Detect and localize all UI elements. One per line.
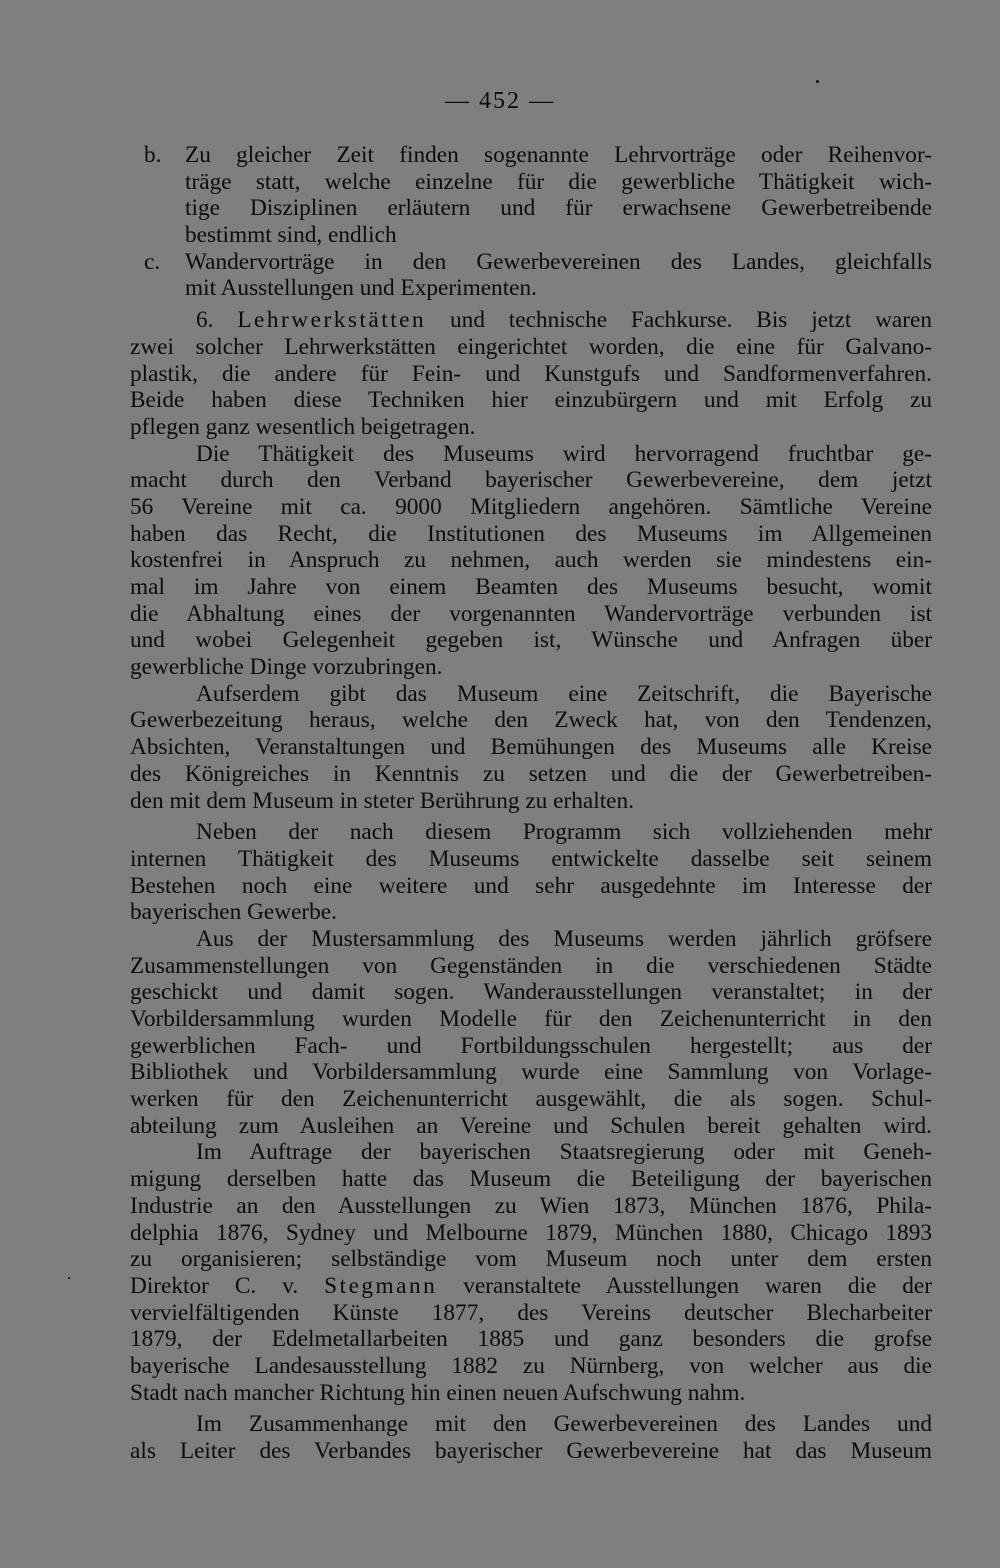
paragraph-neben xyxy=(130,819,932,926)
text-line: bestimmt sind, endlich xyxy=(185,222,397,249)
text-line: Zu gleicher Zeit finden sogenannte Lehrvorträge oder Reihenvor- xyxy=(185,142,932,168)
text-line: Beide haben diese Techniken hier einzubürgern und mit Erfolg zu xyxy=(130,387,932,414)
section-6-paragraph xyxy=(130,307,932,440)
paragraph-verband xyxy=(130,441,932,681)
text-fragment: Direktor C. v. xyxy=(130,1272,299,1299)
page-number: — 452 — xyxy=(445,88,555,114)
text-line: Bibliothek und Vorbildersammlung wurde eine Sammlung von Vorlage- xyxy=(130,1059,932,1086)
text-line: Wandervorträge in den Gewerbevereinen des Landes, gleichfalls xyxy=(185,248,932,275)
text-line: und wobei Gelegenheit gegeben ist, Wünsche und Anfragen über xyxy=(130,627,932,654)
text-line: Vorbildersammlung wurden Modelle für den Zeichenunterricht in den xyxy=(130,1006,932,1032)
text-line: den mit dem Museum in steter Berührung zu erhalten. xyxy=(130,787,634,814)
text-line: pflegen ganz wesentlich beigetragen. xyxy=(130,413,476,440)
text-line: Zusammenstellungen von Gegenständen in die verschiedenen Städte xyxy=(130,952,932,979)
text-line: die Abhaltung eines der vorgenannten Wandervorträge verbunden ist xyxy=(130,600,932,627)
text-line: träge statt, welche einzelne für die gewerbliche Thätigkeit wich- xyxy=(185,168,932,195)
text-line: Stadt nach mancher Richtung hin einen neuen Aufschwung nahm. xyxy=(130,1379,746,1406)
text-line: des Königreiches in Kenntnis zu setzen und die der Gewerbetreiben- xyxy=(130,760,932,787)
text-line: Neben der nach diesem Programm sich vollziehenden mehr xyxy=(196,819,932,846)
text-line: internen Thätigkeit des Museums entwickelte dasselbe seit seinem xyxy=(130,845,932,872)
text-line: bayerischen Gewerbe. xyxy=(130,899,337,926)
text-line: abteilung zum Ausleihen an Vereine und Schulen bereit gehalten wird. xyxy=(130,1112,932,1139)
text-line: mit Ausstellungen und Experimenten. xyxy=(185,275,537,302)
scan-speck xyxy=(68,1277,70,1279)
text-line: Gewerbezeitung heraus, welche den Zweck hat, von den Tendenzen, xyxy=(130,707,932,734)
text-line: 56 Vereine mit ca. 9000 Mitgliedern angehören. Sämtliche Vereine xyxy=(130,493,932,520)
list-item-c xyxy=(130,249,932,302)
text-line: mal im Jahre von einem Beamten des Museums besucht, womit xyxy=(130,574,932,600)
section-heading-line xyxy=(130,307,932,334)
text-line: tige Disziplinen erläutern und für erwachsene Gewerbetreibende xyxy=(185,195,932,222)
text-line: geschickt und damit sogen. Wanderausstellungen veranstaltet; in der xyxy=(130,979,932,1006)
director-line xyxy=(130,1273,932,1300)
text-line: zwei solcher Lehrwerkstätten eingerichtet worden, die eine für Galvano- xyxy=(130,333,932,360)
text-line: als Leiter des Verbandes bayerischer Gewerbevereine hat das Museum xyxy=(130,1438,932,1464)
text-line: delphia 1876, Sydney und Melbourne 1879, München 1880, Chicago 1893 xyxy=(130,1219,932,1246)
text-line: Aus der Mustersammlung des Museums werden jährlich gröfsere xyxy=(196,925,932,952)
section-number: 6. xyxy=(196,307,214,334)
director-name: Stegmann xyxy=(324,1272,438,1299)
body-text xyxy=(130,142,932,1465)
paragraph-zeitschrift xyxy=(130,681,932,814)
text-line: Absichten, Veranstaltungen und Bemühungen des Museums alle Kreise xyxy=(130,734,932,761)
text-line: macht durch den Verband bayerischer Gewerbevereine, dem jetzt xyxy=(130,467,932,494)
text-line: Im Zusammenhange mit den Gewerbevereinen des Landes und xyxy=(196,1411,932,1438)
text-line: haben das Recht, die Institutionen des Museums im Allgemeinen xyxy=(130,520,932,547)
text-line: 1879, der Edelmetallarbeiten 1885 und ganz besonders die grofse xyxy=(130,1326,932,1353)
text-line: Bestehen noch eine weitere und sehr ausgedehnte im Interesse der xyxy=(130,872,932,899)
text-line: zu organisieren; selbständige vom Museum noch unter dem ersten xyxy=(130,1246,932,1273)
text-fragment: veranstaltete Ausstellungen waren die der xyxy=(463,1272,932,1299)
section-heading: Lehrwerkstätten xyxy=(237,307,427,334)
text-line: werken für den Zeichenunterricht ausgewählt, die als sogen. Schul- xyxy=(130,1086,932,1113)
paragraph-mustersammlung xyxy=(130,926,932,1140)
paragraph-auftrage xyxy=(130,1139,932,1406)
text-line: plastik, die andere für Fein- und Kunstgufs und Sandformenverfahren. xyxy=(130,360,932,387)
text-line: bayerische Landesausstellung 1882 zu Nürnberg, von welcher aus die xyxy=(130,1352,932,1379)
text-line: Im Auftrage der bayerischen Staatsregierung oder mit Geneh- xyxy=(196,1139,932,1166)
list-marker: b. xyxy=(144,142,162,168)
text-line: Industrie an den Ausstellungen zu Wien 1873, München 1876, Phila- xyxy=(130,1192,932,1219)
scan-speck xyxy=(816,80,819,83)
text-line: vervielfältigenden Künste 1877, des Vereins deutscher Blecharbeiter xyxy=(130,1299,932,1326)
text-line: kostenfrei in Anspruch zu nehmen, auch werden sie mindestens ein- xyxy=(130,547,932,574)
text-line: Aufserdem gibt das Museum eine Zeitschrift, die Bayerische xyxy=(196,680,932,707)
list-item-b xyxy=(130,142,932,249)
text-line: gewerblichen Fach- und Fortbildungsschulen hergestellt; aus der xyxy=(130,1032,932,1059)
text-line: gewerbliche Dinge vorzubringen. xyxy=(130,654,443,681)
text-fragment: und technische Fachkurse. Bis jetzt waren xyxy=(450,307,933,334)
list-marker: c. xyxy=(144,248,161,275)
text-line: migung derselben hatte das Museum die Beteiligung der bayerischen xyxy=(130,1166,932,1193)
text-line: Die Thätigkeit des Museums wird hervorragend fruchtbar ge- xyxy=(196,440,932,467)
paragraph-zusammenhange xyxy=(130,1411,932,1464)
